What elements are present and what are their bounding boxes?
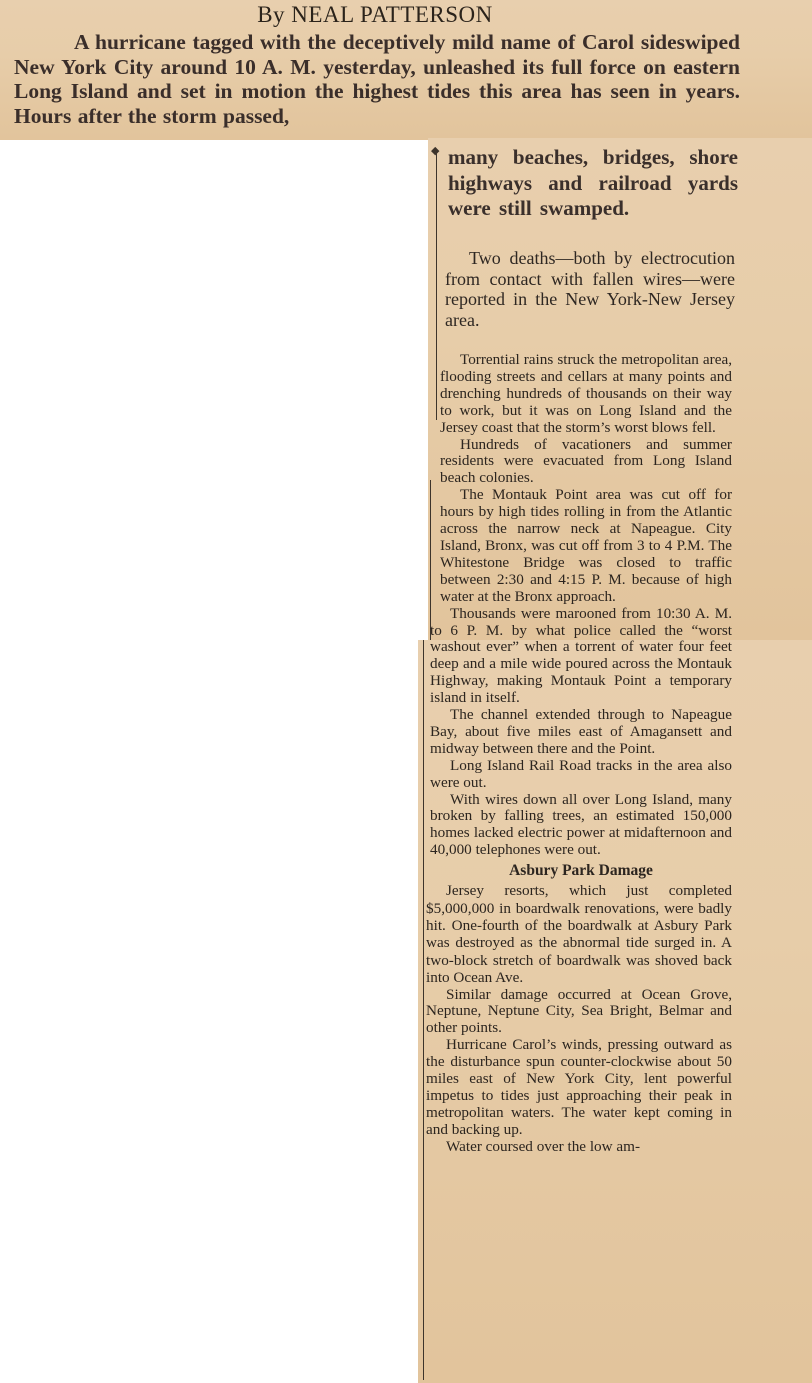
deaths-paragraph: Two deaths—both by electrocution from contact with fallen wires—were reported in the New York-New Jersey area. — [445, 248, 735, 330]
body-paragraph: With wires down all over Long Island, many broken by falling trees, an estimated 150,000 homes lacked electric power at midafternoon and 40,000 telephones were out. — [430, 790, 732, 859]
body-paragraph: The channel extended through to Napeague Bay, about five miles east of Amagansett and midway between there and the Point. — [430, 706, 732, 757]
body-paragraph: Torrential rains struck the metropolitan area, flooding streets and cellars at many points and drenching hundreds of thousands on their way to work, but it was on Long Island and the Jersey coast that the storm’s worst blows fell. — [440, 351, 732, 436]
body-paragraph: Jersey resorts, which just completed $5,000,000 in boardwalk renovations, were badly hit. One-fourth of the boardwalk at Asbury Park was destroyed as the abnormal tide surged in. A two-block stretch of boardwalk was shoved back into Ocean Ave. — [426, 882, 732, 987]
body-paragraph: Hundreds of vacationers and summer residents were evacuated from Long Island beach colonies. — [440, 435, 732, 487]
rule-ornament-icon: ◆ — [431, 144, 440, 157]
body-paragraph: Long Island Rail Road tracks in the area also were out. — [430, 756, 732, 791]
body-paragraph: The Montauk Point area was cut off for hours by high tides rolling in from the Atlantic across the narrow neck at Napeague. City Island, Bronx, was cut off from 3 to 4 P.M. The Whitestone Bridge was closed to traffic between 2:30 and 4:15 P. M. because of high water at the Bronx approach. — [440, 486, 732, 605]
article-body — [426, 351, 732, 1156]
subheading: Asbury Park Damage — [509, 862, 653, 880]
lead-continuation: many beaches, bridges, shore highways and railroad yards were still swamped. — [448, 145, 738, 220]
column-rule-lower — [423, 640, 424, 1380]
body-paragraph: Water coursed over the low am- — [446, 1137, 641, 1155]
column-rule-upper — [436, 150, 437, 420]
lead-paragraph: A hurricane tagged with the deceptively mild name of Carol sideswiped New York City around 10 A. M. yesterday, unleashed its full force on eastern Long Island and set in motion the highest tides this area has seen in years. Hours after the storm passed, — [14, 30, 740, 128]
body-paragraph: Similar damage occurred at Ocean Grove, Neptune, Neptune City, Sea Bright, Belmar and other points. — [426, 985, 732, 1037]
body-paragraph: Hurricane Carol’s winds, pressing outward as the disturbance spun counter-clockwise about 50 miles east of New York City, lent powerful impetus to tides just approaching their peak in metropolitan waters. The water kept coming in and backing up. — [426, 1036, 732, 1138]
body-paragraph: Thousands were marooned from 10:30 A. M. to 6 P. M. by what police called the “worst washout ever” when a torrent of water four feet deep and a mile wide poured across the Montauk Highway, making Montauk Point a temporary island in itself. — [430, 604, 732, 707]
byline: By NEAL PATTERSON — [257, 2, 493, 27]
